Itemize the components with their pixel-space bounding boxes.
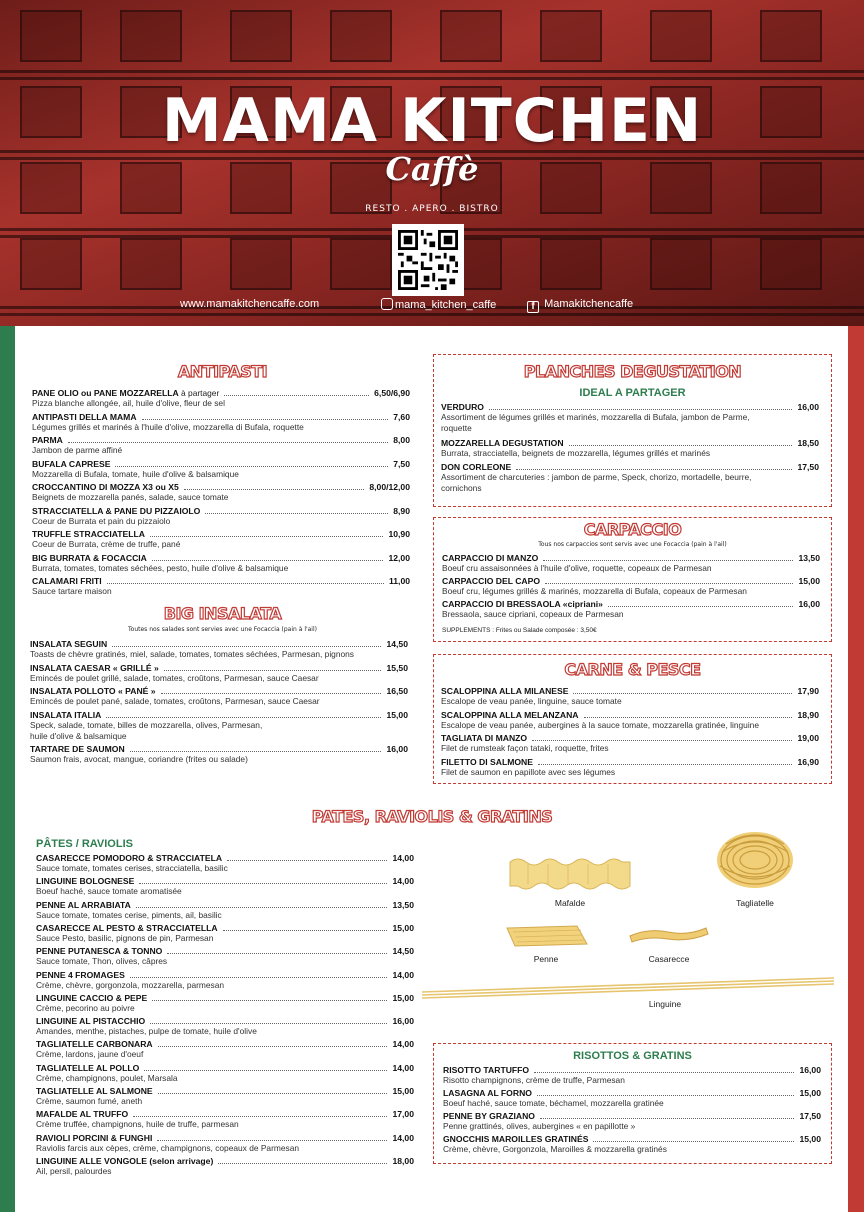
menu-item bbox=[36, 875, 414, 897]
menu-item-description: Filet de rumsteak façon tataki, roquette, frites bbox=[441, 743, 609, 753]
menu-item-name: INSALATA POLLOTO « PANÉ » bbox=[30, 686, 156, 696]
leader-dots bbox=[136, 907, 388, 908]
menu-item bbox=[32, 387, 410, 409]
leader-dots bbox=[584, 717, 793, 718]
menu-item-description: Filet de saumon en papillote avec ses légumes bbox=[441, 766, 616, 777]
menu-item-description: Mozzarella di Bufala, tomate, huile d'olive & balsamique bbox=[32, 468, 239, 479]
facade-window bbox=[330, 10, 392, 62]
leader-dots bbox=[593, 1141, 794, 1142]
menu-item-price: 13,50 bbox=[798, 553, 820, 563]
leader-dots bbox=[184, 489, 365, 490]
instagram-link[interactable] bbox=[381, 298, 496, 311]
leader-dots bbox=[161, 693, 382, 694]
leader-dots bbox=[150, 1023, 387, 1024]
menu-item-description: Crème, chèvre, gorgonzola, mozzarella, parmesan bbox=[36, 979, 225, 990]
leader-dots bbox=[106, 717, 381, 718]
menu-item-price: 7,60 bbox=[393, 411, 410, 422]
menu-item bbox=[32, 434, 410, 456]
menu-item-name: INSALATA ITALIA bbox=[30, 709, 102, 720]
menu-item-description: roquette bbox=[441, 423, 472, 433]
menu-item-description: Boeuf cru, légumes grillés & marinés, mozzarella di Bufala, copeaux de Parmesan bbox=[442, 586, 747, 596]
menu-item-description: Crème truffée, champignons, huile de truffe, parmesan bbox=[36, 1119, 239, 1130]
menu-item-name: MOZZARELLA DEGUSTATION bbox=[441, 438, 564, 448]
menu-item-price: 17,50 bbox=[799, 1111, 821, 1121]
menu-item-price: 17,00 bbox=[392, 1109, 414, 1120]
menu-item-description: Sauce tomate, tomates cerise, piments, ail, basilic bbox=[36, 909, 222, 920]
leader-dots bbox=[144, 1070, 387, 1071]
leader-dots bbox=[152, 1000, 387, 1001]
menu-item-name: LINGUINE CACCIO & PEPE bbox=[36, 992, 148, 1003]
facebook-link[interactable] bbox=[527, 298, 633, 313]
menu-item bbox=[442, 598, 820, 620]
leader-dots bbox=[516, 469, 792, 470]
menu-item-description: Emincés de poulet pané, salade, tomates, croûtons, Parmesan, sauce Caesar bbox=[30, 696, 320, 706]
menu-item-description: Assortiment de charcuteries : jambon de parme, Speck, chorizo, mortadelle, beurre, bbox=[441, 472, 752, 482]
facade-window bbox=[650, 10, 712, 62]
planches-title: PLANCHES DEGUSTATION bbox=[523, 362, 742, 381]
qr-code[interactable] bbox=[392, 224, 464, 296]
menu-item-name: TAGLIATA DI MANZO bbox=[441, 733, 528, 743]
menu-item-description: Bressaola, sauce cipriani, copeaux de Parmesan bbox=[442, 609, 624, 619]
leader-dots bbox=[534, 1072, 794, 1073]
menu-item bbox=[30, 638, 408, 660]
menu-item-price: 14,50 bbox=[392, 946, 414, 957]
leader-dots bbox=[489, 409, 793, 410]
menu-item-price: 16,00 bbox=[797, 402, 819, 412]
menu-item-price: 8,00 bbox=[393, 435, 410, 445]
leader-dots bbox=[158, 1046, 388, 1047]
leader-dots bbox=[158, 1093, 388, 1094]
facebook-icon: f bbox=[527, 301, 539, 313]
menu-item bbox=[36, 1132, 414, 1154]
menu-item-description: Sauce Pesto, basilic, pignons de pin, Parmesan bbox=[36, 932, 214, 943]
menu-item bbox=[36, 969, 414, 991]
menu-item-description: Crème, champignons, poulet, Marsala bbox=[36, 1072, 178, 1083]
menu-item bbox=[36, 992, 414, 1014]
menu-item bbox=[36, 1038, 414, 1060]
leader-dots bbox=[224, 395, 369, 396]
menu-item-price: 15,00 bbox=[392, 922, 414, 933]
linguine-label: Linguine bbox=[648, 999, 682, 1009]
leader-dots bbox=[537, 1095, 795, 1096]
menu-item bbox=[30, 743, 408, 765]
carpaccio-title: CARPACCIO bbox=[583, 520, 682, 539]
menu-item bbox=[30, 709, 408, 742]
menu-item-price: 16,00 bbox=[386, 744, 408, 754]
menu-item bbox=[30, 662, 408, 684]
menu-item-name: TAGLIATELLE AL SALMONE bbox=[36, 1086, 153, 1096]
menu-item-price: 17,90 bbox=[797, 686, 819, 696]
website-link[interactable]: www.mamakitchencaffe.com bbox=[180, 298, 320, 310]
menu-item-name: BUFALA CAPRESE bbox=[32, 458, 111, 469]
menu-item-price: 18,00 bbox=[392, 1155, 414, 1166]
menu-item-description: Sauce tomate, Thon, olives, câpres bbox=[36, 956, 168, 967]
leader-dots bbox=[573, 693, 792, 694]
leader-dots bbox=[139, 883, 387, 884]
menu-item bbox=[442, 552, 820, 574]
menu-item-price: 14,00 bbox=[392, 1062, 414, 1073]
menu-item-name: CASARECCE AL PESTO & STRACCIATELLA bbox=[36, 922, 218, 933]
menu-item-description: Escalope de veau panée, linguine, sauce tomate bbox=[441, 696, 622, 706]
menu-item-price: 8,90 bbox=[393, 505, 410, 516]
menu-item bbox=[443, 1110, 821, 1132]
menu-item bbox=[441, 685, 819, 707]
menu-item-description: Speck, salade, tomate, billes de mozzarella, olives, Parmesan, bbox=[30, 719, 263, 730]
menu-item-description: Risotto champignons, crème de truffe, Parmesan bbox=[443, 1075, 625, 1085]
penne-label: Penne bbox=[533, 954, 559, 964]
menu-item-name: BIG BURRATA & FOCACCIA bbox=[32, 552, 147, 563]
menu-item-description: Assortiment de légumes grillés et marinés, mozzarella di Bufala, jambon de Parme, bbox=[441, 412, 750, 422]
menu-item-price: 15,00 bbox=[799, 1134, 821, 1144]
menu-item-description: Coeur de Burrata, crème de truffe, pané bbox=[32, 539, 181, 549]
menu-item-price: 18,90 bbox=[797, 709, 819, 720]
menu-item-price: 16,00 bbox=[392, 1016, 414, 1027]
carpaccio-supplements: SUPPLEMENTS : Frites ou Salade composée : 3,50€ bbox=[442, 627, 597, 634]
menu-item bbox=[443, 1064, 821, 1086]
menu-item-name: GNOCCHIS MAROILLES GRATINÉS bbox=[443, 1134, 589, 1144]
leader-dots bbox=[164, 670, 382, 671]
leader-dots bbox=[112, 646, 381, 647]
casarecce-image bbox=[628, 924, 710, 944]
menu-item bbox=[441, 732, 819, 754]
linguine-image bbox=[420, 976, 838, 1000]
menu-item-name: CASARECCE POMODORO & STRACCIATELA bbox=[36, 853, 223, 863]
facade-window bbox=[540, 10, 602, 62]
menu-item bbox=[36, 1015, 414, 1037]
insalata-title: BIG INSALATA bbox=[163, 604, 282, 623]
facade-window bbox=[20, 10, 82, 62]
menu-item-description: Raviolis farcis aux cèpes, crème, champignons, copeaux de Parmesan bbox=[36, 1142, 300, 1153]
leader-dots bbox=[569, 445, 793, 446]
leader-dots bbox=[608, 606, 794, 607]
menu-item-name: CARPACCIO DEL CAPO bbox=[442, 576, 541, 586]
risottos-title: RISOTTOS & GRATINS bbox=[573, 1050, 692, 1062]
menu-item-name: LINGUINE AL PISTACCHIO bbox=[36, 1016, 146, 1027]
menu-item bbox=[441, 401, 819, 434]
menu-item bbox=[32, 552, 410, 574]
leader-dots bbox=[167, 953, 387, 954]
menu-item bbox=[32, 505, 410, 527]
menu-item-description: Légumes grillés et marinés à l'huile d'olive, mozzarella di Bufala, roquette bbox=[32, 421, 304, 432]
menu-item-description: Beignets de mozzarella panés, salade, sauce tomate bbox=[32, 492, 229, 502]
menu-item-name: SCALOPPINA ALLA MELANZANA bbox=[441, 709, 579, 720]
menu-item-name: LASAGNA AL FORNO bbox=[443, 1088, 532, 1098]
menu-item bbox=[32, 411, 410, 433]
leader-dots bbox=[538, 764, 793, 765]
menu-item-name: PENNE AL ARRABIATA bbox=[36, 899, 131, 910]
menu-item-note: à partager bbox=[178, 388, 220, 398]
menu-item-name: PENNE 4 FROMAGES bbox=[36, 969, 125, 980]
menu-item-name: LINGUINE ALLE VONGOLE (selon arrivage) bbox=[36, 1155, 214, 1166]
leader-dots bbox=[68, 442, 388, 443]
menu-item bbox=[36, 1108, 414, 1130]
menu-item-name: TAGLIATELLE AL POLLO bbox=[36, 1062, 140, 1073]
menu-item-name: FILETTO DI SALMONE bbox=[441, 756, 533, 767]
qr-code-icon bbox=[398, 230, 458, 290]
casarecce-label: Casarecce bbox=[648, 954, 690, 964]
menu-item-name: RISOTTO TARTUFFO bbox=[443, 1065, 530, 1075]
menu-item-description: Crème, chèvre, Gorgonzola, Maroilles & mozzarella gratinés bbox=[443, 1144, 667, 1154]
menu-item-price: 15,00 bbox=[392, 1086, 414, 1096]
restaurant-subtitle: Caffè bbox=[385, 150, 479, 188]
menu-item-price: 14,00 bbox=[392, 1039, 414, 1050]
menu-item-description: Crème, pecorino au poivre bbox=[36, 1002, 135, 1013]
menu-item-price: 13,50 bbox=[392, 899, 414, 910]
leader-dots bbox=[543, 560, 793, 561]
menu-item bbox=[443, 1087, 821, 1109]
facade-window bbox=[120, 10, 182, 62]
facebook-handle: Mamakitchencaffe bbox=[544, 298, 634, 310]
menu-item bbox=[36, 1155, 414, 1177]
header-banner bbox=[0, 0, 864, 326]
menu-item-name: CALAMARI FRITI bbox=[32, 576, 102, 586]
menu-item-description: Amandes, menthe, pistaches, pulpe de tomate, huile d'olive bbox=[36, 1026, 257, 1037]
menu-item-description: Ail, persil, palourdes bbox=[36, 1165, 112, 1176]
menu-item-price: 14,00 bbox=[392, 876, 414, 887]
menu-item bbox=[36, 945, 414, 967]
leader-dots bbox=[545, 583, 793, 584]
menu-item-price: 11,00 bbox=[388, 576, 410, 586]
mafalde-image bbox=[508, 856, 632, 892]
leader-dots bbox=[540, 1118, 794, 1119]
tagliatelle-label: Tagliatelle bbox=[736, 898, 774, 908]
facade-window bbox=[230, 10, 292, 62]
menu-item bbox=[441, 709, 819, 731]
menu-item-description: Emincés de poulet grillé, salade, tomates, croûtons, Parmesan, sauce Caesar bbox=[30, 672, 319, 683]
menu-item-price: 7,50 bbox=[393, 458, 410, 469]
penne-image bbox=[503, 924, 589, 948]
menu-item-name: INSALATA CAESAR « GRILLÉ » bbox=[30, 662, 159, 673]
leader-dots bbox=[227, 860, 387, 861]
antipasti-title: ANTIPASTI bbox=[177, 362, 268, 381]
menu-item-price: 18,50 bbox=[797, 438, 819, 448]
menu-item-price: 16,90 bbox=[797, 756, 819, 767]
menu-item-price: 15,00 bbox=[798, 576, 820, 586]
menu-item bbox=[441, 756, 819, 778]
menu-item-description: Coeur de Burrata et pain du pizzaiolo bbox=[32, 515, 171, 526]
menu-item bbox=[32, 575, 410, 597]
menu-item-name: TARTARE DE SAUMON bbox=[30, 744, 125, 754]
menu-item bbox=[30, 685, 408, 707]
leader-dots bbox=[152, 560, 384, 561]
menu-item-price: 14,00 bbox=[392, 1132, 414, 1143]
menu-item-description: Boeuf haché, sauce tomate, béchamel, mozzarella gratinée bbox=[443, 1098, 664, 1108]
menu-item-description: Toasts de chèvre gratinés, miel, salade, tomates, tomates séchées, Parmesan, pignons bbox=[30, 649, 354, 659]
insalata-note: Toutes nos salades sont servies avec une Focaccia (pain à l'ail) bbox=[128, 626, 317, 633]
menu-item bbox=[36, 899, 414, 921]
leader-dots bbox=[218, 1163, 387, 1164]
menu-item-price: 15,50 bbox=[386, 662, 408, 673]
menu-item-price: 15,00 bbox=[386, 709, 408, 720]
leader-dots bbox=[142, 419, 389, 420]
menu-item-description: Jambon de parme affiné bbox=[32, 445, 123, 455]
menu-item-description: cornichons bbox=[441, 483, 482, 493]
menu-item-price: 16,00 bbox=[799, 1065, 821, 1075]
leader-dots bbox=[157, 1140, 387, 1141]
leader-dots bbox=[130, 977, 388, 978]
restaurant-title: MAMA KITCHEN bbox=[161, 86, 703, 156]
menu-item-price: 15,00 bbox=[392, 992, 414, 1003]
menu-item-name: CARPACCIO DI BRESSAOLA «cipriani» bbox=[442, 599, 603, 609]
menu-item-price: 16,00 bbox=[798, 599, 820, 609]
pates-subtitle: PÂTES / RAVIOLIS bbox=[36, 838, 133, 850]
facade-window bbox=[330, 238, 392, 290]
menu-item bbox=[441, 461, 819, 494]
menu-item-description: huile d'olive & balsamique bbox=[30, 730, 127, 741]
facade-window bbox=[20, 238, 82, 290]
mafalde-label: Mafalde bbox=[554, 898, 586, 908]
menu-item bbox=[36, 1085, 414, 1107]
menu-item-name: DON CORLEONE bbox=[441, 462, 512, 472]
menu-item bbox=[32, 458, 410, 480]
facade-window bbox=[540, 238, 602, 290]
menu-item-description: Sauce tartare maison bbox=[32, 586, 112, 596]
menu-item-price: 19,00 bbox=[797, 733, 819, 743]
instagram-icon bbox=[381, 298, 393, 310]
menu-item bbox=[443, 1133, 821, 1155]
tagline: RESTO . APERO . BISTRO bbox=[365, 204, 499, 214]
menu-item-name: VERDURO bbox=[441, 402, 484, 412]
menu-item-name: PENNE PUTANESCA & TONNO bbox=[36, 946, 163, 957]
menu-item-description: Pizza blanche allongée, ail, huile d'olive, fleur de sel bbox=[32, 398, 225, 408]
menu-item-price: 10,90 bbox=[388, 529, 410, 539]
menu-item-name: TAGLIATELLE CARBONARA bbox=[36, 1039, 153, 1050]
facade-window bbox=[230, 238, 292, 290]
menu-item bbox=[32, 481, 410, 503]
instagram-handle: mama_kitchen_caffe bbox=[395, 299, 497, 311]
facade-window bbox=[120, 238, 182, 290]
pates-title: PATES, RAVIOLIS & GRATINS bbox=[311, 807, 553, 826]
menu-item-description: Saumon frais, avocat, mangue, coriandre (frites ou salade) bbox=[30, 754, 248, 764]
facade-window bbox=[440, 10, 502, 62]
menu-item-description: Burrata, tomates, tomates séchées, pesto, huile d'olive & balsamique bbox=[32, 562, 289, 573]
menu-item-description: Crème, lardons, jaune d'oeuf bbox=[36, 1049, 144, 1060]
leader-dots bbox=[150, 536, 384, 537]
menu-item bbox=[441, 437, 819, 459]
menu-item-name: LINGUINE BOLOGNESE bbox=[36, 876, 135, 887]
menu-item-price: 8,00/12,00 bbox=[369, 482, 410, 492]
menu-item-price: 14,50 bbox=[386, 639, 408, 649]
menu-item-description: Escalope de veau panée, aubergines à la sauce tomate, mozzarella gratinée, linguine bbox=[441, 719, 759, 730]
menu-item-description: Crème, saumon fumé, aneth bbox=[36, 1096, 143, 1106]
leader-dots bbox=[532, 740, 792, 741]
menu-item-price: 12,00 bbox=[388, 552, 410, 563]
menu-item bbox=[36, 852, 414, 874]
carne-title: CARNE & PESCE bbox=[564, 660, 701, 679]
menu-item bbox=[36, 922, 414, 944]
menu-item bbox=[442, 575, 820, 597]
menu-item-name: ANTIPASTI DELLA MAMA bbox=[32, 411, 137, 422]
planches-subtitle: IDEAL A PARTAGER bbox=[579, 387, 686, 399]
menu-item-description: Boeuf cru assaisonnées à l'huile d'olive, roquette, copeaux de Parmesan bbox=[442, 563, 712, 573]
menu-item-name: TRUFFLE STRACCIATELLA bbox=[32, 529, 145, 539]
menu-item bbox=[32, 528, 410, 550]
menu-item-description: Boeuf haché, sauce tomate aromatisée bbox=[36, 886, 182, 897]
menu-item-name: PANE OLIO ou PANE MOZZARELLA bbox=[32, 388, 179, 398]
fire-escape bbox=[0, 70, 864, 80]
leader-dots bbox=[223, 930, 388, 931]
menu-item-name: CARPACCIO DI MANZO bbox=[442, 553, 539, 563]
facade-window bbox=[760, 238, 822, 290]
menu-item-name: PARMA bbox=[32, 435, 63, 445]
leader-dots bbox=[115, 466, 388, 467]
menu-item-price: 15,00 bbox=[799, 1088, 821, 1098]
leader-dots bbox=[133, 1116, 387, 1117]
menu-item-name: STRACCIATELLA & PANE DU PIZZAIOLO bbox=[32, 505, 201, 516]
facade-window bbox=[760, 10, 822, 62]
menu-item-description: Sauce tomate, tomates cerises, stracciatella, basilic bbox=[36, 863, 228, 873]
leader-dots bbox=[107, 583, 384, 584]
menu-item bbox=[36, 1062, 414, 1084]
menu-item-name: PENNE BY GRAZIANO bbox=[443, 1111, 535, 1121]
menu-item-name: MAFALDE AL TRUFFO bbox=[36, 1109, 129, 1120]
leader-dots bbox=[205, 513, 388, 514]
menu-item-name: SCALOPPINA ALLA MILANESE bbox=[441, 686, 569, 696]
menu-item-price: 16,50 bbox=[386, 686, 408, 696]
menu-item-price: 14,00 bbox=[392, 969, 414, 980]
menu-item-price: 14,00 bbox=[392, 853, 414, 863]
menu-item-price: 17,50 bbox=[797, 462, 819, 472]
menu-item-name: RAVIOLI PORCINI & FUNGHI bbox=[36, 1132, 153, 1143]
menu-item-name: INSALATA SEGUIN bbox=[30, 639, 108, 649]
menu-item-description: Penne grattinés, olives, aubergines « en papillotte » bbox=[443, 1121, 636, 1131]
menu-item-description: Burrata, stracciatella, beignets de mozzarella, légumes grillés et marinés bbox=[441, 448, 711, 458]
tagliatelle-image bbox=[710, 822, 800, 892]
menu-item-price: 6,50/6,90 bbox=[374, 388, 410, 398]
menu-item-name: CROCCANTINO DI MOZZA X3 ou X5 bbox=[32, 482, 179, 492]
leader-dots bbox=[130, 751, 382, 752]
carpaccio-note: Tous nos carpaccios sont servis avec une Focaccia (pain à l'ail) bbox=[538, 541, 727, 548]
facade-window bbox=[650, 238, 712, 290]
